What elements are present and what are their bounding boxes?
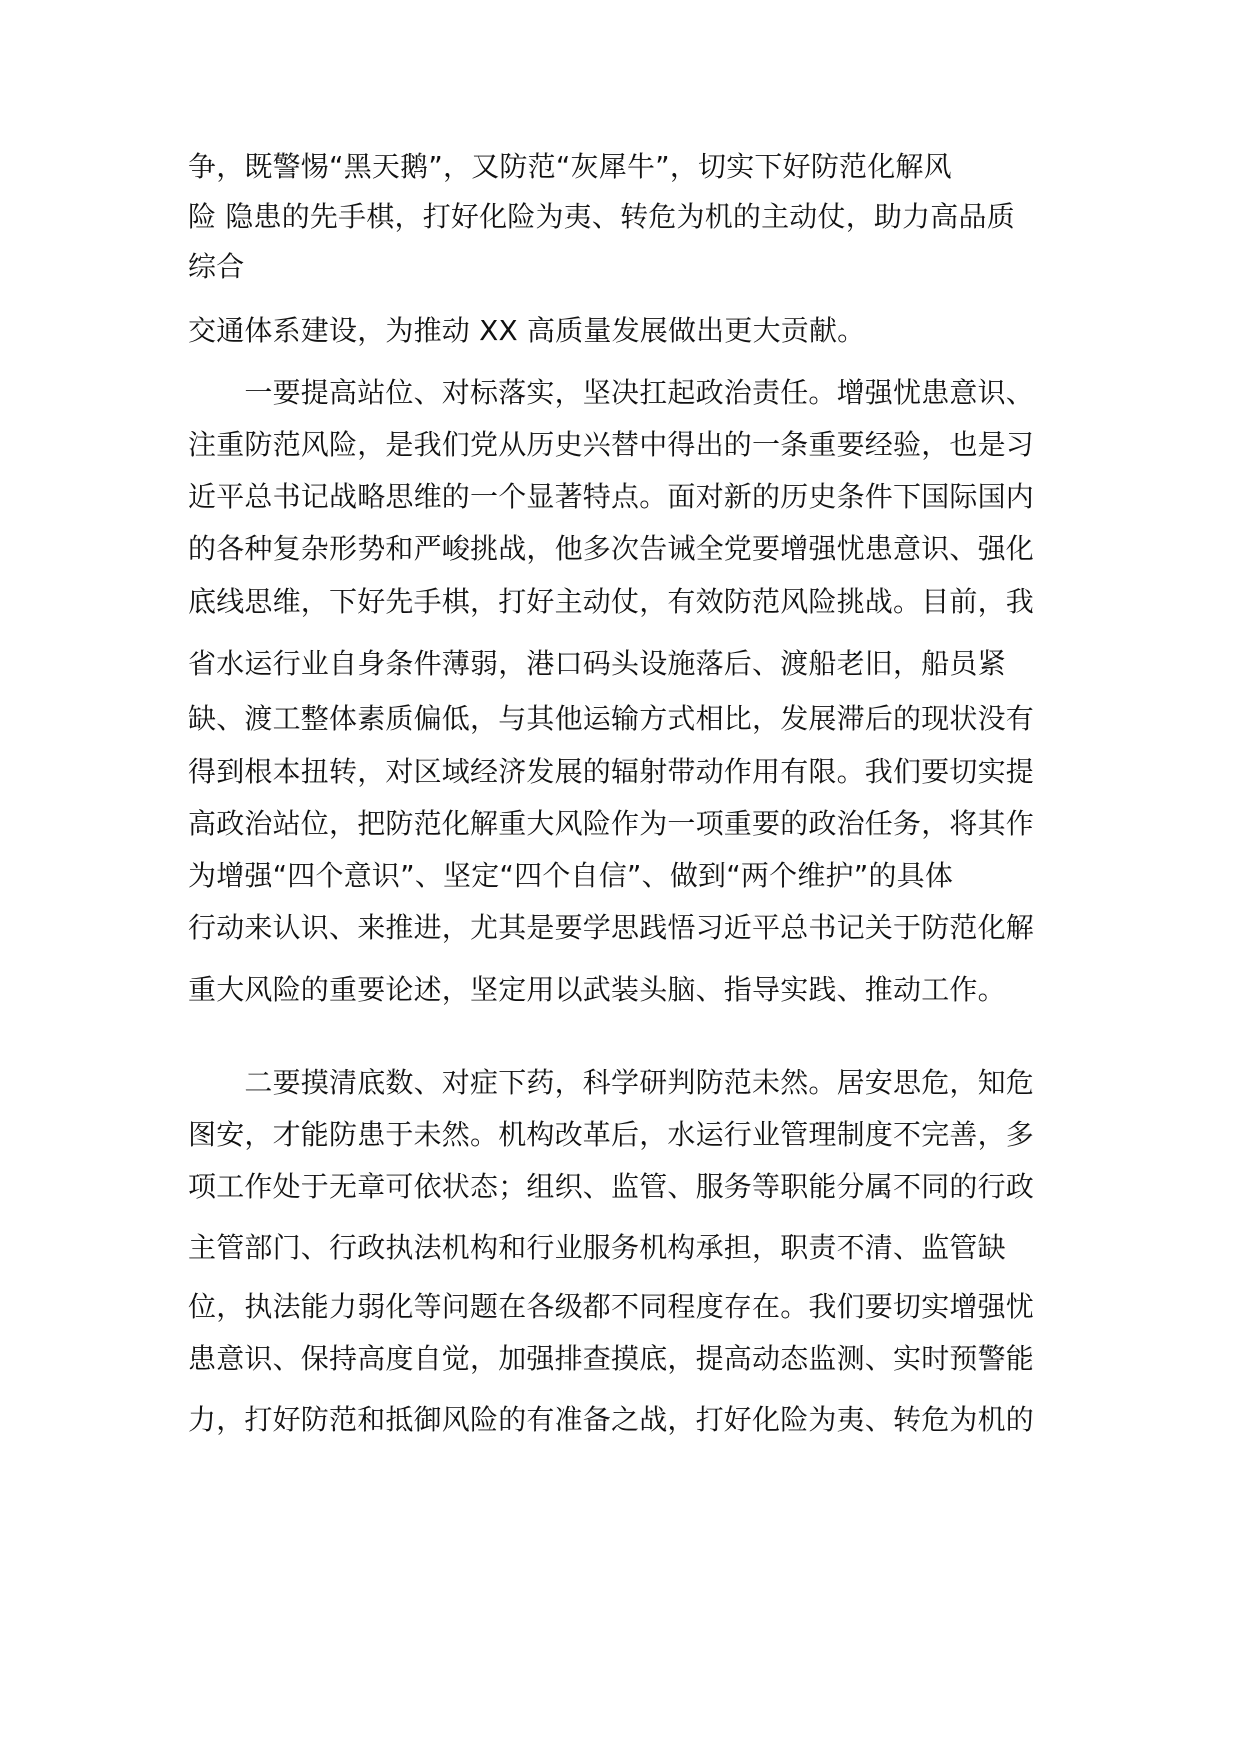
text-line: 底线思维，下好先手棋，打好主动仗，有效防范风险挑战。目前，我 xyxy=(188,585,1035,618)
paragraph-1-start: 一要提高站位、对标落实，坚决扛起政治责任。增强忧患意识、 xyxy=(188,376,1035,409)
text-line: 省水运行业自身条件薄弱，港口码头设施落后、渡船老旧，船员紧 xyxy=(188,647,1006,680)
text-line: 的各种复杂形势和严峻挑战，他多次告诫全党要增强忧患意识、强化 xyxy=(188,532,1035,565)
text-line: 注重防范风险，是我们党从历史兴替中得出的一条重要经验，也是习 xyxy=(188,428,1035,461)
text-line: 为增强“四个意识”、坚定“四个自信”、做到“两个维护”的具体 xyxy=(188,859,954,892)
text-line: 项工作处于无章可依状态；组织、监管、服务等职能分属不同的行政 xyxy=(188,1170,1035,1203)
text-line: 缺、渡工整体素质偏低，与其他运输方式相比，发展滞后的现状没有 xyxy=(188,702,1035,735)
text-line: 主管部门、行政执法机构和行业服务机构承担，职责不清、监管缺 xyxy=(188,1231,1006,1264)
text-line: 患意识、保持高度自觉，加强排查摸底，提高动态监测、实时预警能 xyxy=(188,1342,1035,1375)
text-line: 重大风险的重要论述，坚定用以武装头脑、指导实践、推动工作。 xyxy=(188,973,1006,1006)
text-line: 力，打好防范和抵御风险的有准备之战，打好化险为夷、转危为机的 xyxy=(188,1403,1035,1436)
text-line: 图安，才能防患于未然。机构改革后，水运行业管理制度不完善，多 xyxy=(188,1118,1035,1151)
text-line: 险 隐患的先手棋，打好化险为夷、转危为机的主动仗，助力高品质 xyxy=(188,200,1015,233)
text-line: 行动来认识、来推进，尤其是要学思践悟习近平总书记关于防范化解 xyxy=(188,911,1035,944)
text-line: 位，执法能力弱化等问题在各级都不同程度存在。我们要切实增强忧 xyxy=(188,1290,1035,1323)
text-line: 近平总书记战略思维的一个显著特点。面对新的历史条件下国际国内 xyxy=(188,480,1035,513)
text-line: 争，既警惕“黑天鹅”，又防范“灰犀牛”，切实下好防范化解风 xyxy=(188,150,952,183)
text-line: 得到根本扭转，对区域经济发展的辐射带动作用有限。我们要切实提 xyxy=(188,755,1035,788)
text-line: 高政治站位，把防范化解重大风险作为一项重要的政治任务，将其作 xyxy=(188,807,1035,840)
text-line: 综合 xyxy=(188,250,245,283)
text-line: 交通体系建设，为推动 XX 高质量发展做出更大贡献。 xyxy=(188,314,866,347)
paragraph-2-start: 二要摸清底数、对症下药，科学研判防范未然。居安思危，知危 xyxy=(188,1066,1035,1099)
